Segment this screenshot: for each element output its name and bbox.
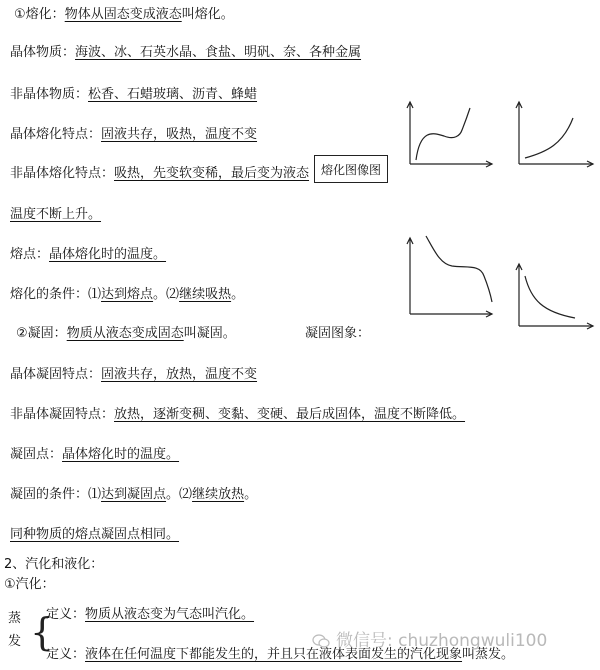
vaporization-definition: 定义：物质从液态变为气态叫汽化。 [46,607,255,622]
noncrystal-melting-features: 非晶体熔化特点：吸热，先变软变稀，最后变为液态 [10,166,310,181]
noncrystal-solidify-features: 非晶体凝固特点：放热，逐渐变稠、变黏、变硬、最后成固体，温度不断降低。 [10,407,466,422]
noncrystal-solidify-graph [513,236,595,330]
solidify-curve [426,236,492,302]
melting-curve [525,118,573,158]
melting-graph-box: 熔化图像图 [314,155,388,183]
noncrystal-substances: 非晶体物质：松香、石蜡玻璃、沥青、蜂蜡 [10,87,258,102]
solidify-heading: ②凝固：物质从液态变成固态叫凝固。 [16,326,236,341]
solidify-conditions: 凝固的条件：⑴达到凝固点。⑵继续放热。 [10,487,258,502]
wechat-icon [312,634,330,648]
same-point-statement: 同种物质的熔点凝固点相同。 [10,527,180,542]
solidify-point: 凝固点：晶体熔化时的温度。 [10,447,180,462]
watermark [312,626,547,651]
melting-point: 熔点：晶体熔化时的温度。 [10,247,167,262]
crystal-melting-graph [404,100,494,170]
melting-definition: 物体从固态变成液态 [64,7,182,22]
melting-heading: ①熔化：物体从固态变成液态叫熔化。 [14,7,234,22]
solidify-definition: 物质从液态变成固态 [66,326,184,341]
crystal-solidify-features: 晶体凝固特点：固液共存，放热，温度不变 [10,367,258,382]
noncrystal-melting-graph [513,100,595,170]
noncrystal-melting-features-cont: 温度不断上升。 [10,207,102,222]
evaporation-char-1: 蒸 [8,611,22,626]
evaporation-definition: 定义：液体在任何温度下都能发生的，并且只在液体表面发生的汽化现象叫蒸发。 [46,647,515,662]
section-vaporization-title: 2、汽化和液化： [4,557,104,572]
melting-conditions: 熔化的条件：⑴达到熔点。⑵继续吸热。 [10,287,245,302]
crystal-substances: 晶体物质：海波、冰、石英水晶、食盐、明矾、奈、各种金属 [10,45,362,60]
watermark-text: 微信号: chuzhongwuli100 [336,631,548,651]
solidify-graph-label: 凝固图象： [305,326,371,341]
vaporization-subtitle: ①汽化： [4,577,55,592]
evaporation-char-2: 发 [8,634,22,649]
crystal-melting-features: 晶体熔化特点：固液共存，吸热，温度不变 [10,127,258,142]
melting-curve [416,108,470,160]
brace-icon: { [30,610,55,654]
crystal-solidify-graph [404,236,494,318]
solidify-curve [525,276,575,318]
